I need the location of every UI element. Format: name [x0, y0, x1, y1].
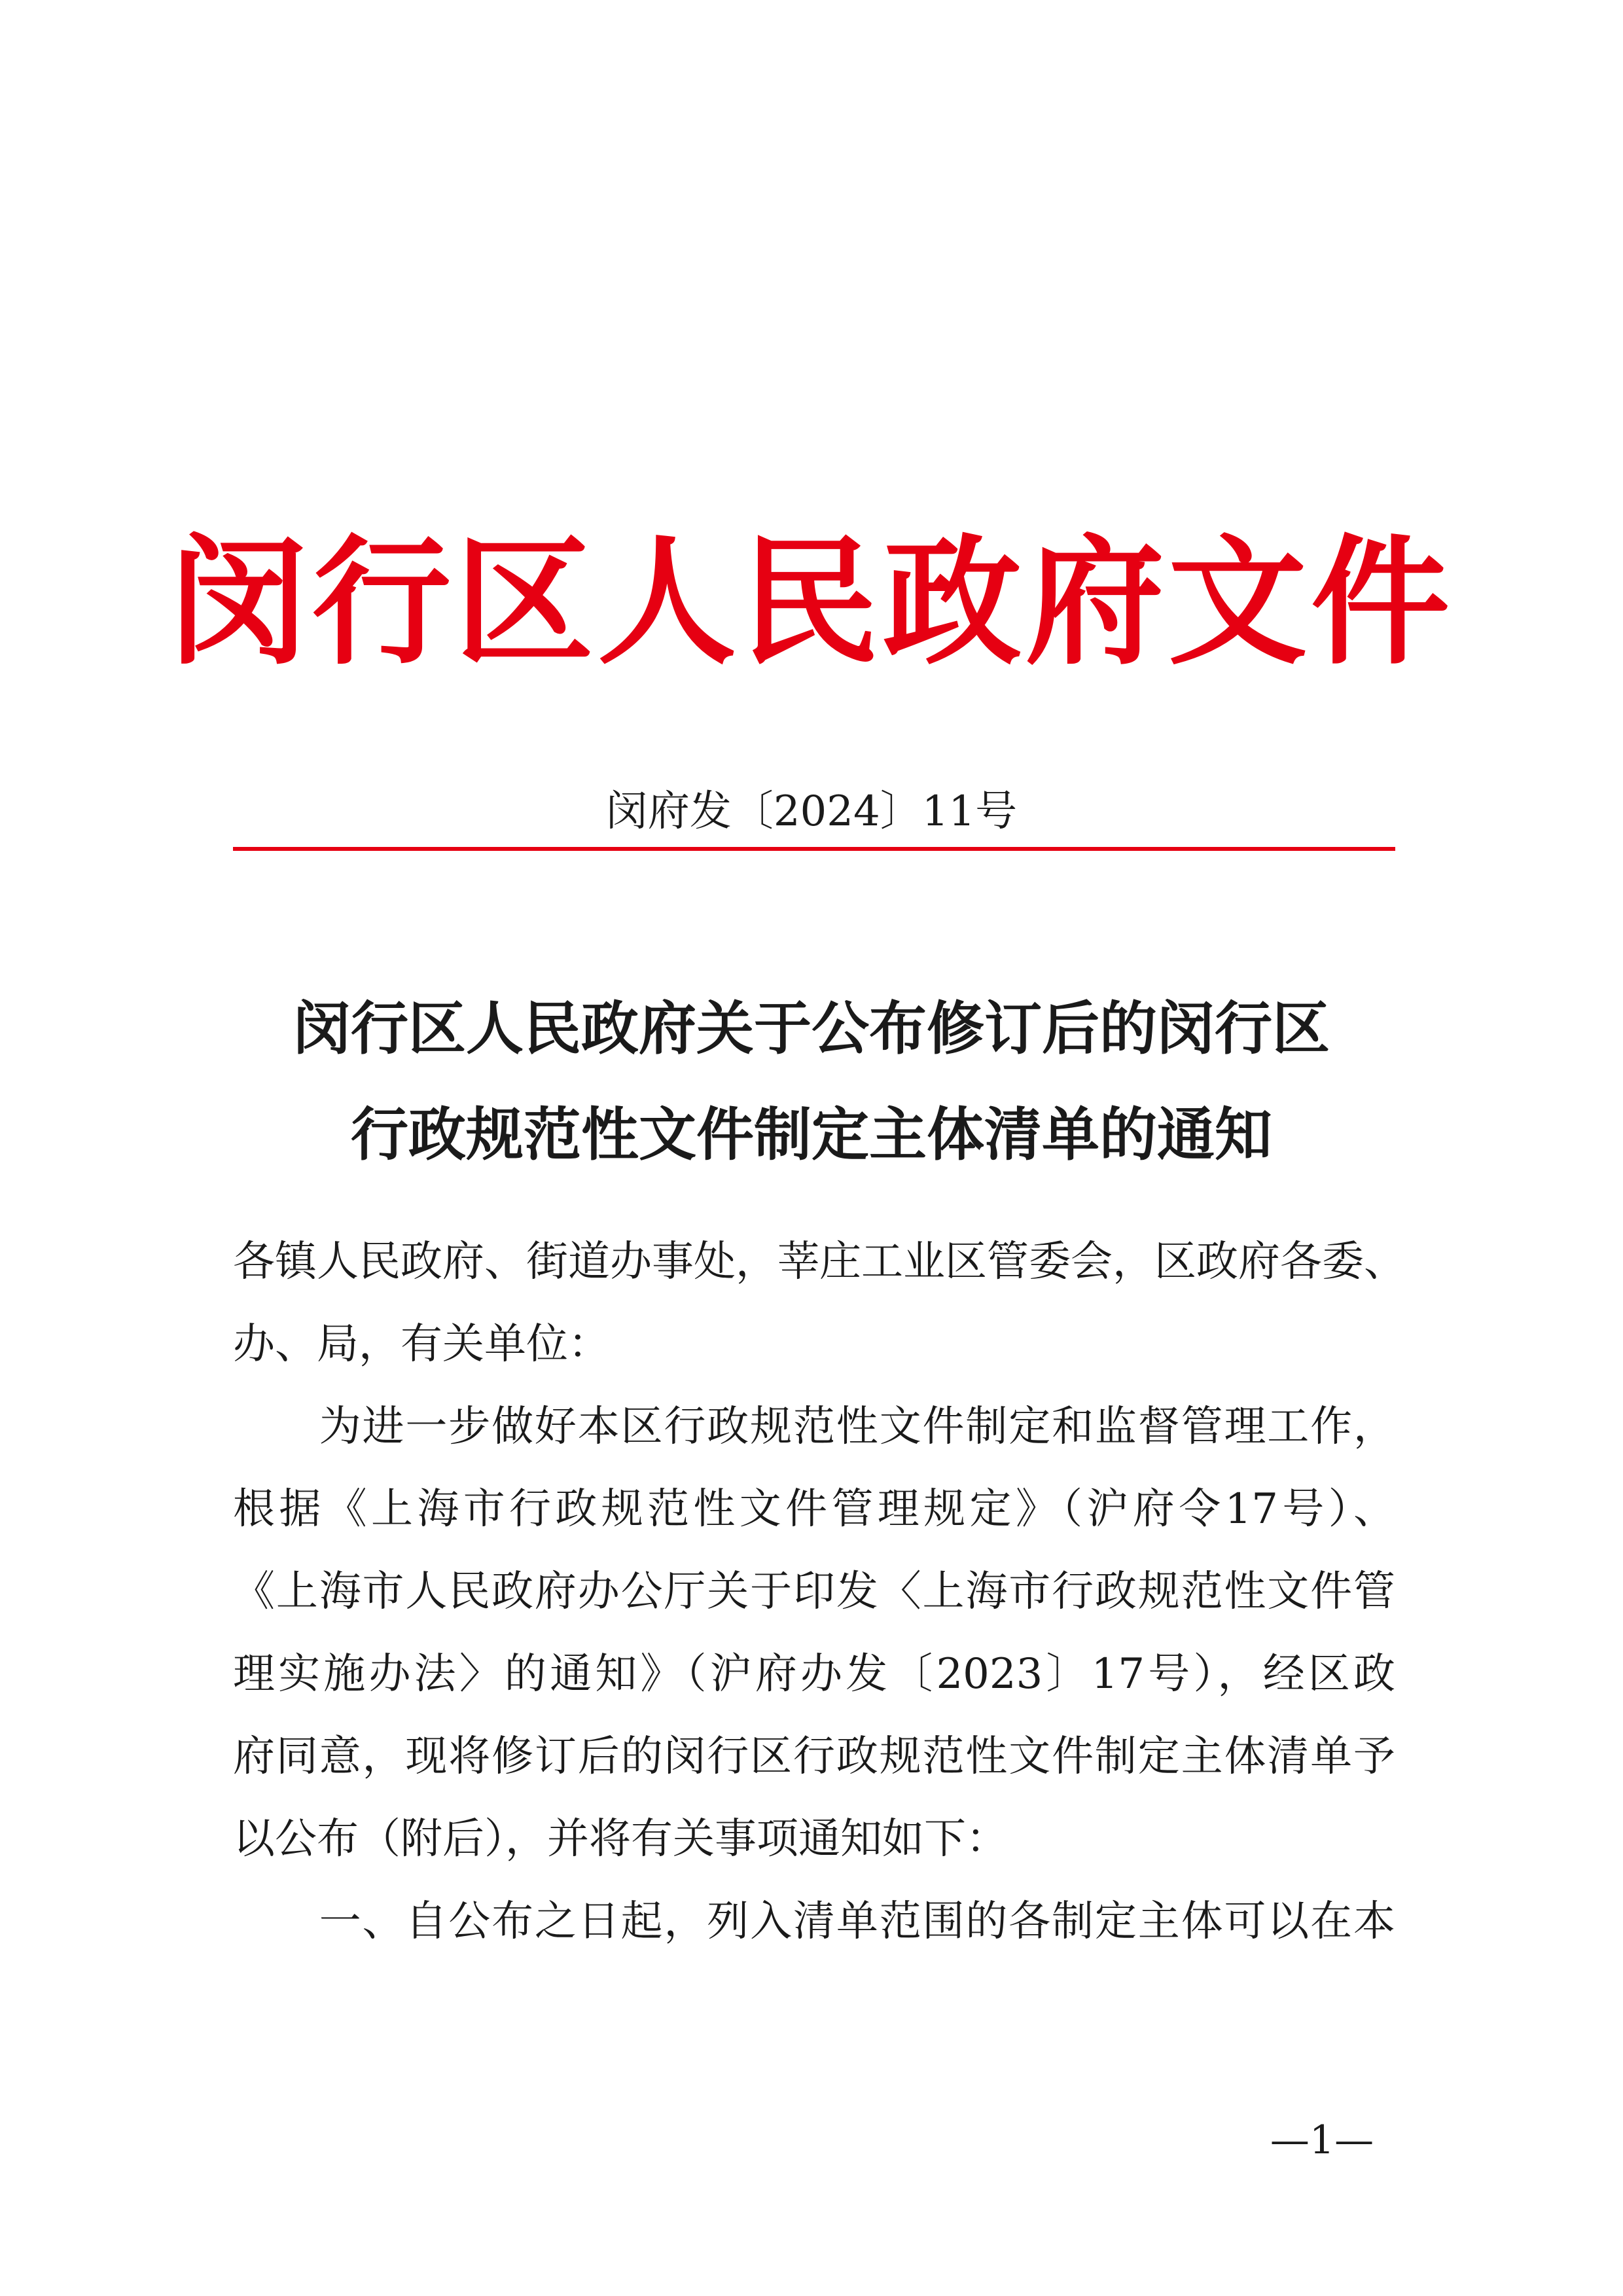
document-number: 闵府发〔2024〕11号 — [605, 787, 1018, 836]
red-separator-line — [233, 847, 1395, 851]
document-title-line-1: 闵行区人民政府关于公布修订后的闵行区 — [293, 994, 1330, 1062]
body-line: 府同意，现将修订后的闵行区行政规范性文件制定主体清单予 — [233, 1732, 1395, 1781]
body-line: 理实施办法〉的通知》（沪府办发〔2023〕17号），经区政 — [233, 1650, 1395, 1698]
body-line: 根据《上海市行政规范性文件管理规定》（沪府令17号）、 — [233, 1485, 1395, 1534]
body-text — [233, 1221, 1406, 1963]
document-title — [196, 975, 1427, 1187]
body-line: 《上海市人民政府办公厅关于印发〈上海市行政规范性文件管 — [233, 1568, 1395, 1616]
body-line-addressee-1: 各镇人民政府、街道办事处，莘庄工业区管委会，区政府各委、 — [233, 1238, 1406, 1286]
masthead-title: 闵行区人民政府文件 — [169, 520, 1454, 683]
body-line: 以公布（附后），并将有关事项通知如下： — [233, 1815, 1008, 1863]
document-title-line-2: 行政规范性文件制定主体清单的通知 — [350, 1100, 1272, 1168]
body-line: 一、自公布之日起，列入清单范围的各制定主体可以在本 — [233, 1897, 1395, 1946]
body-line: 为进一步做好本区行政规范性文件制定和监督管理工作， — [233, 1403, 1395, 1451]
body-line-addressee-2: 办、局，有关单位： — [233, 1320, 610, 1369]
page-number: —1— — [1270, 2117, 1374, 2163]
